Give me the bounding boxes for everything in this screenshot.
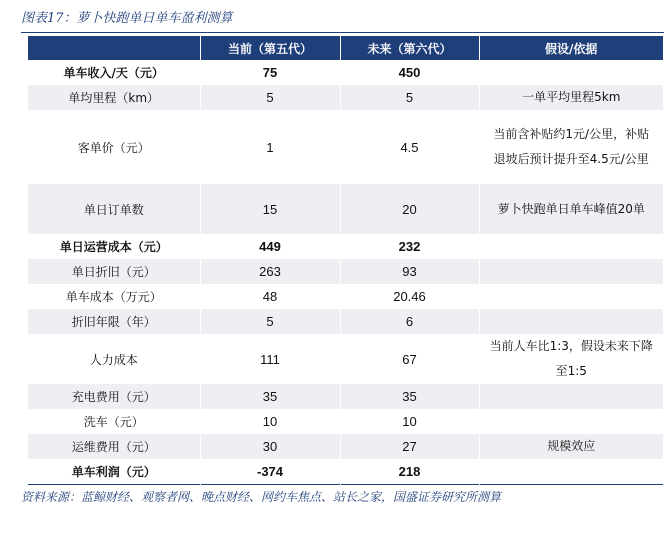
table-row bbox=[28, 85, 663, 110]
current-value-cell: 5 bbox=[200, 309, 340, 334]
future-value-cell: 218 bbox=[340, 459, 479, 484]
current-value-cell: 5 bbox=[200, 85, 340, 110]
future-value-cell: 35 bbox=[340, 384, 479, 409]
header-cell-assumption: 假设/依据 bbox=[545, 41, 598, 56]
table-row bbox=[28, 60, 663, 85]
assumption-cell: 当前人车比1:3，假设未来下降至1:5 bbox=[489, 339, 653, 378]
assumption-cell bbox=[479, 60, 663, 85]
current-value-cell: 10 bbox=[200, 409, 340, 434]
table-row bbox=[28, 434, 663, 459]
future-value-cell: 93 bbox=[340, 259, 479, 284]
future-value-cell: 4.5 bbox=[340, 110, 479, 184]
row-label-cell: 单日运营成本（元） bbox=[28, 234, 200, 259]
profit-table bbox=[28, 36, 663, 485]
row-label-cell: 洗车（元） bbox=[28, 409, 200, 434]
assumption-cell bbox=[479, 284, 663, 309]
row-label-cell: 单均里程（km） bbox=[28, 85, 200, 110]
assumption-cell: 萝卜快跑单日单车峰值20单 bbox=[497, 201, 645, 216]
table-caption: 图表17：萝卜快跑单日单车盈利测算 bbox=[21, 11, 233, 26]
current-value-cell: 449 bbox=[200, 234, 340, 259]
future-value-cell: 450 bbox=[340, 60, 479, 85]
caption-divider bbox=[21, 32, 664, 33]
row-label-cell: 客单价（元） bbox=[28, 110, 200, 184]
table-row bbox=[28, 334, 663, 384]
future-value-cell: 67 bbox=[340, 334, 479, 384]
table-row bbox=[28, 309, 663, 334]
row-label-cell: 单车利润（元） bbox=[28, 459, 200, 484]
future-value-cell: 5 bbox=[340, 85, 479, 110]
header-row bbox=[28, 36, 663, 60]
assumption-cell: 当前含补贴约1元/公里，补贴退坡后预计提升至4.5元/公里 bbox=[493, 127, 650, 166]
table-row bbox=[28, 259, 663, 284]
row-label-cell: 单车收入/天（元） bbox=[28, 60, 200, 85]
assumption-cell bbox=[479, 459, 663, 484]
row-label-cell: 单车成本（万元） bbox=[28, 284, 200, 309]
assumption-cell: 一单平均里程5km bbox=[522, 90, 621, 104]
current-value-cell: 35 bbox=[200, 384, 340, 409]
source-note: 资料来源：蓝鲸财经、观察者网、晚点财经、网约车焦点、站长之家，国盛证券研究所测算 bbox=[21, 490, 502, 504]
current-value-cell: 75 bbox=[200, 60, 340, 85]
future-value-cell: 27 bbox=[340, 434, 479, 459]
current-value-cell: 30 bbox=[200, 434, 340, 459]
table-row bbox=[28, 459, 663, 484]
current-value-cell: 263 bbox=[200, 259, 340, 284]
future-value-cell: 232 bbox=[340, 234, 479, 259]
row-label-cell: 折旧年限（年） bbox=[28, 309, 200, 334]
table-row bbox=[28, 234, 663, 259]
current-value-cell: 111 bbox=[200, 334, 340, 384]
future-value-cell: 6 bbox=[340, 309, 479, 334]
row-label-cell: 单日折旧（元） bbox=[28, 259, 200, 284]
current-value-cell: -374 bbox=[200, 459, 340, 484]
current-value-cell: 15 bbox=[200, 184, 340, 234]
assumption-cell bbox=[479, 409, 663, 434]
table-row bbox=[28, 409, 663, 434]
future-value-cell: 20 bbox=[340, 184, 479, 234]
table-row bbox=[28, 184, 663, 234]
current-value-cell: 48 bbox=[200, 284, 340, 309]
row-label-cell: 人力成本 bbox=[28, 334, 200, 384]
table-row bbox=[28, 110, 663, 184]
row-label-cell: 单日订单数 bbox=[28, 184, 200, 234]
table-row bbox=[28, 284, 663, 309]
future-value-cell: 10 bbox=[340, 409, 479, 434]
future-value-cell: 20.46 bbox=[340, 284, 479, 309]
assumption-cell bbox=[479, 384, 663, 409]
row-label-cell: 运维费用（元） bbox=[28, 434, 200, 459]
assumption-cell bbox=[479, 259, 663, 284]
assumption-cell bbox=[479, 309, 663, 334]
header-cell-future: 未来（第六代） bbox=[340, 36, 479, 60]
row-label-cell: 充电费用（元） bbox=[28, 384, 200, 409]
current-value-cell: 1 bbox=[200, 110, 340, 184]
assumption-cell: 规模效应 bbox=[547, 439, 596, 453]
table-row bbox=[28, 384, 663, 409]
header-cell-current: 当前（第五代） bbox=[200, 36, 340, 60]
header-cell-item bbox=[28, 36, 200, 60]
assumption-cell bbox=[479, 234, 663, 259]
